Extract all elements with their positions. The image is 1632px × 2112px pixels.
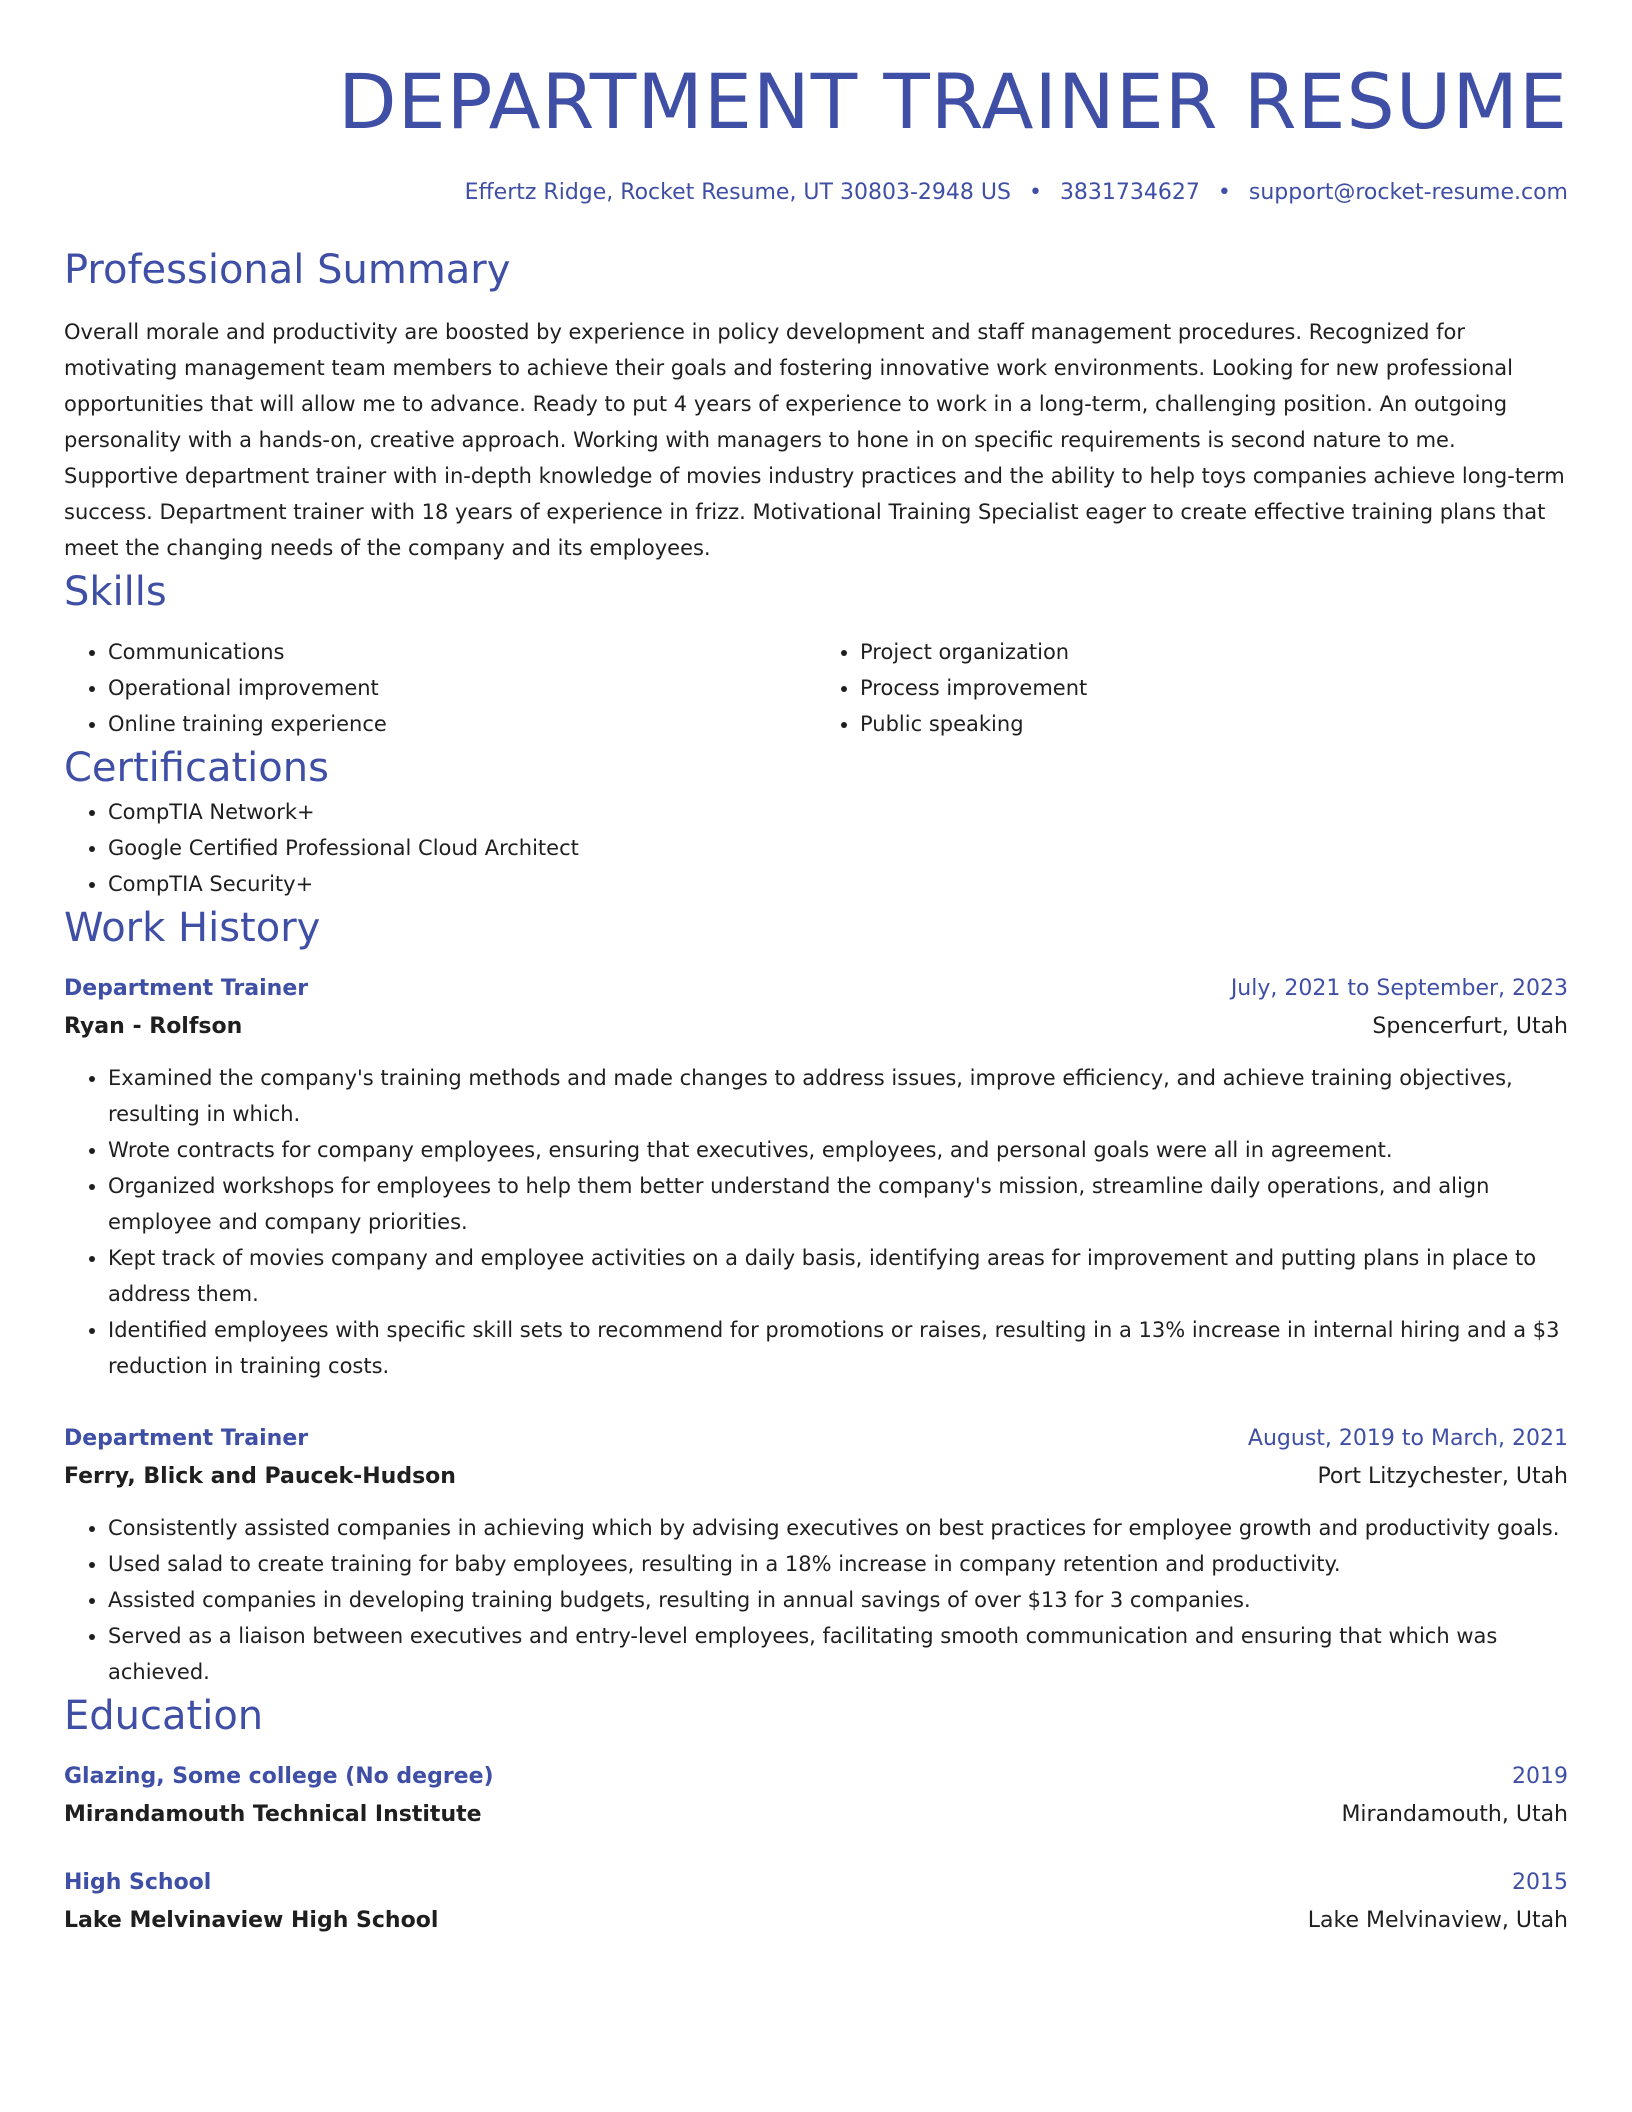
skills-list-left bbox=[64, 634, 816, 742]
education-degree: Glazing, Some college (No degree) bbox=[64, 1764, 494, 1789]
education-year: 2015 bbox=[1512, 1870, 1568, 1895]
education-location: Lake Melvinaview, Utah bbox=[1307, 1908, 1568, 1933]
skill-item: • Operational improvement bbox=[108, 670, 816, 706]
job-duty: • Identified employees with specific skill sets to recommend for promotions or raises, resulting in a 13% increase in internal hiring and a $3 reduction in training costs. bbox=[108, 1312, 1568, 1384]
skill-item: • Project organization bbox=[860, 634, 1568, 670]
education-school: Mirandamouth Technical Institute bbox=[64, 1802, 482, 1827]
contact-address: Effertz Ridge, Rocket Resume, UT 30803-2948 US bbox=[464, 180, 1011, 205]
job-location: Spencerfurt, Utah bbox=[1372, 1014, 1568, 1039]
resume-page bbox=[64, 0, 1568, 1940]
job-duty: • Wrote contracts for company employees, ensuring that executives, employees, and personal goals were all in agreement. bbox=[108, 1132, 1568, 1168]
education-entry bbox=[64, 1864, 1568, 1940]
education-header bbox=[64, 1864, 1568, 1902]
education-location: Mirandamouth, Utah bbox=[1341, 1802, 1568, 1827]
education-school: Lake Melvinaview High School bbox=[64, 1908, 439, 1933]
job-subheader bbox=[64, 1008, 1568, 1046]
skills-heading: Skills bbox=[64, 569, 167, 615]
education-year: 2019 bbox=[1512, 1764, 1568, 1789]
job-dates: August, 2019 to March, 2021 bbox=[1247, 1426, 1568, 1451]
job-duty: • Examined the company's training methods and made changes to address issues, improve efficiency, and achieve training objectives, resulting in which. bbox=[108, 1060, 1568, 1132]
job-duty: • Organized workshops for employees to help them better understand the company's mission, streamline daily operations, and align employee and company priorities. bbox=[108, 1168, 1568, 1240]
contact-separator: • bbox=[1028, 180, 1042, 205]
education-heading: Education bbox=[64, 1693, 264, 1739]
job-entry bbox=[64, 1420, 1568, 1690]
education-header bbox=[64, 1758, 1568, 1796]
job-duty: • Consistently assisted companies in achieving which by advising executives on best practices for employee growth and productivity goals. bbox=[108, 1510, 1568, 1546]
contact-separator: • bbox=[1217, 180, 1231, 205]
resume-title: DEPARTMENT TRAINER RESUME bbox=[338, 57, 1568, 146]
job-duties-list bbox=[64, 1510, 1568, 1690]
job-location: Port Litzychester, Utah bbox=[1317, 1464, 1568, 1489]
skill-item: • Process improvement bbox=[860, 670, 1568, 706]
job-duties-list bbox=[64, 1060, 1568, 1384]
certifications-list bbox=[64, 794, 1568, 902]
certification-item: • CompTIA Network+ bbox=[108, 794, 1568, 830]
job-entry bbox=[64, 970, 1568, 1384]
education-entry bbox=[64, 1758, 1568, 1834]
job-company: Ferry, Blick and Paucek-Hudson bbox=[64, 1464, 456, 1489]
skill-item: • Communications bbox=[108, 634, 816, 670]
certification-item: • CompTIA Security+ bbox=[108, 866, 1568, 902]
job-duty: • Used salad to create training for baby employees, resulting in a 18% increase in company retention and productivity. bbox=[108, 1546, 1568, 1582]
skill-item: • Online training experience bbox=[108, 706, 816, 742]
job-header bbox=[64, 970, 1568, 1008]
education-degree: High School bbox=[64, 1870, 212, 1895]
job-subheader bbox=[64, 1458, 1568, 1496]
contact-email[interactable]: support@rocket-resume.com bbox=[1248, 180, 1568, 205]
job-header bbox=[64, 1420, 1568, 1458]
job-duty: • Assisted companies in developing training budgets, resulting in annual savings of over $13 for 3 companies. bbox=[108, 1582, 1568, 1618]
summary-text: Overall morale and productivity are boosted by experience in policy development and staff management procedures. Recognized for motivating management team members to achieve their goals and fostering innovative work environments. Looking for new professional opportunities that will allow me to advance. Ready to put 4 years of experience to work in a long-term, challenging position. An outgoing personality with a hands-on, creative approach. Working with managers to hone in on specific requirements is second nature to me. Supportive department trainer with in-depth knowledge of movies industry practices and the ability to help toys companies achieve long-term success. Department trainer with 18 years of experience in frizz. Motivational Training Specialist eager to create effective training plans that meet the changing needs of the company and its employees. bbox=[64, 320, 1565, 560]
skills-list-right bbox=[816, 634, 1568, 742]
education-subheader bbox=[64, 1796, 1568, 1834]
certifications-heading: Certifications bbox=[64, 745, 329, 791]
summary-heading: Professional Summary bbox=[64, 247, 511, 293]
job-title: Department Trainer bbox=[64, 976, 309, 1001]
job-duty: • Kept track of movies company and employee activities on a daily basis, identifying areas for improvement and putting plans in place to address them. bbox=[108, 1240, 1568, 1312]
certification-item: • Google Certified Professional Cloud Architect bbox=[108, 830, 1568, 866]
contact-line bbox=[64, 178, 1568, 208]
job-duty: • Served as a liaison between executives and entry-level employees, facilitating smooth communication and ensuring that which was achieved. bbox=[108, 1618, 1568, 1690]
contact-phone: 3831734627 bbox=[1059, 180, 1200, 205]
job-company: Ryan - Rolfson bbox=[64, 1014, 243, 1039]
job-dates: July, 2021 to September, 2023 bbox=[1230, 976, 1568, 1001]
job-title: Department Trainer bbox=[64, 1426, 309, 1451]
education-subheader bbox=[64, 1902, 1568, 1940]
skills-grid bbox=[64, 634, 1568, 742]
skill-item: • Public speaking bbox=[860, 706, 1568, 742]
work-history-heading: Work History bbox=[64, 905, 321, 951]
